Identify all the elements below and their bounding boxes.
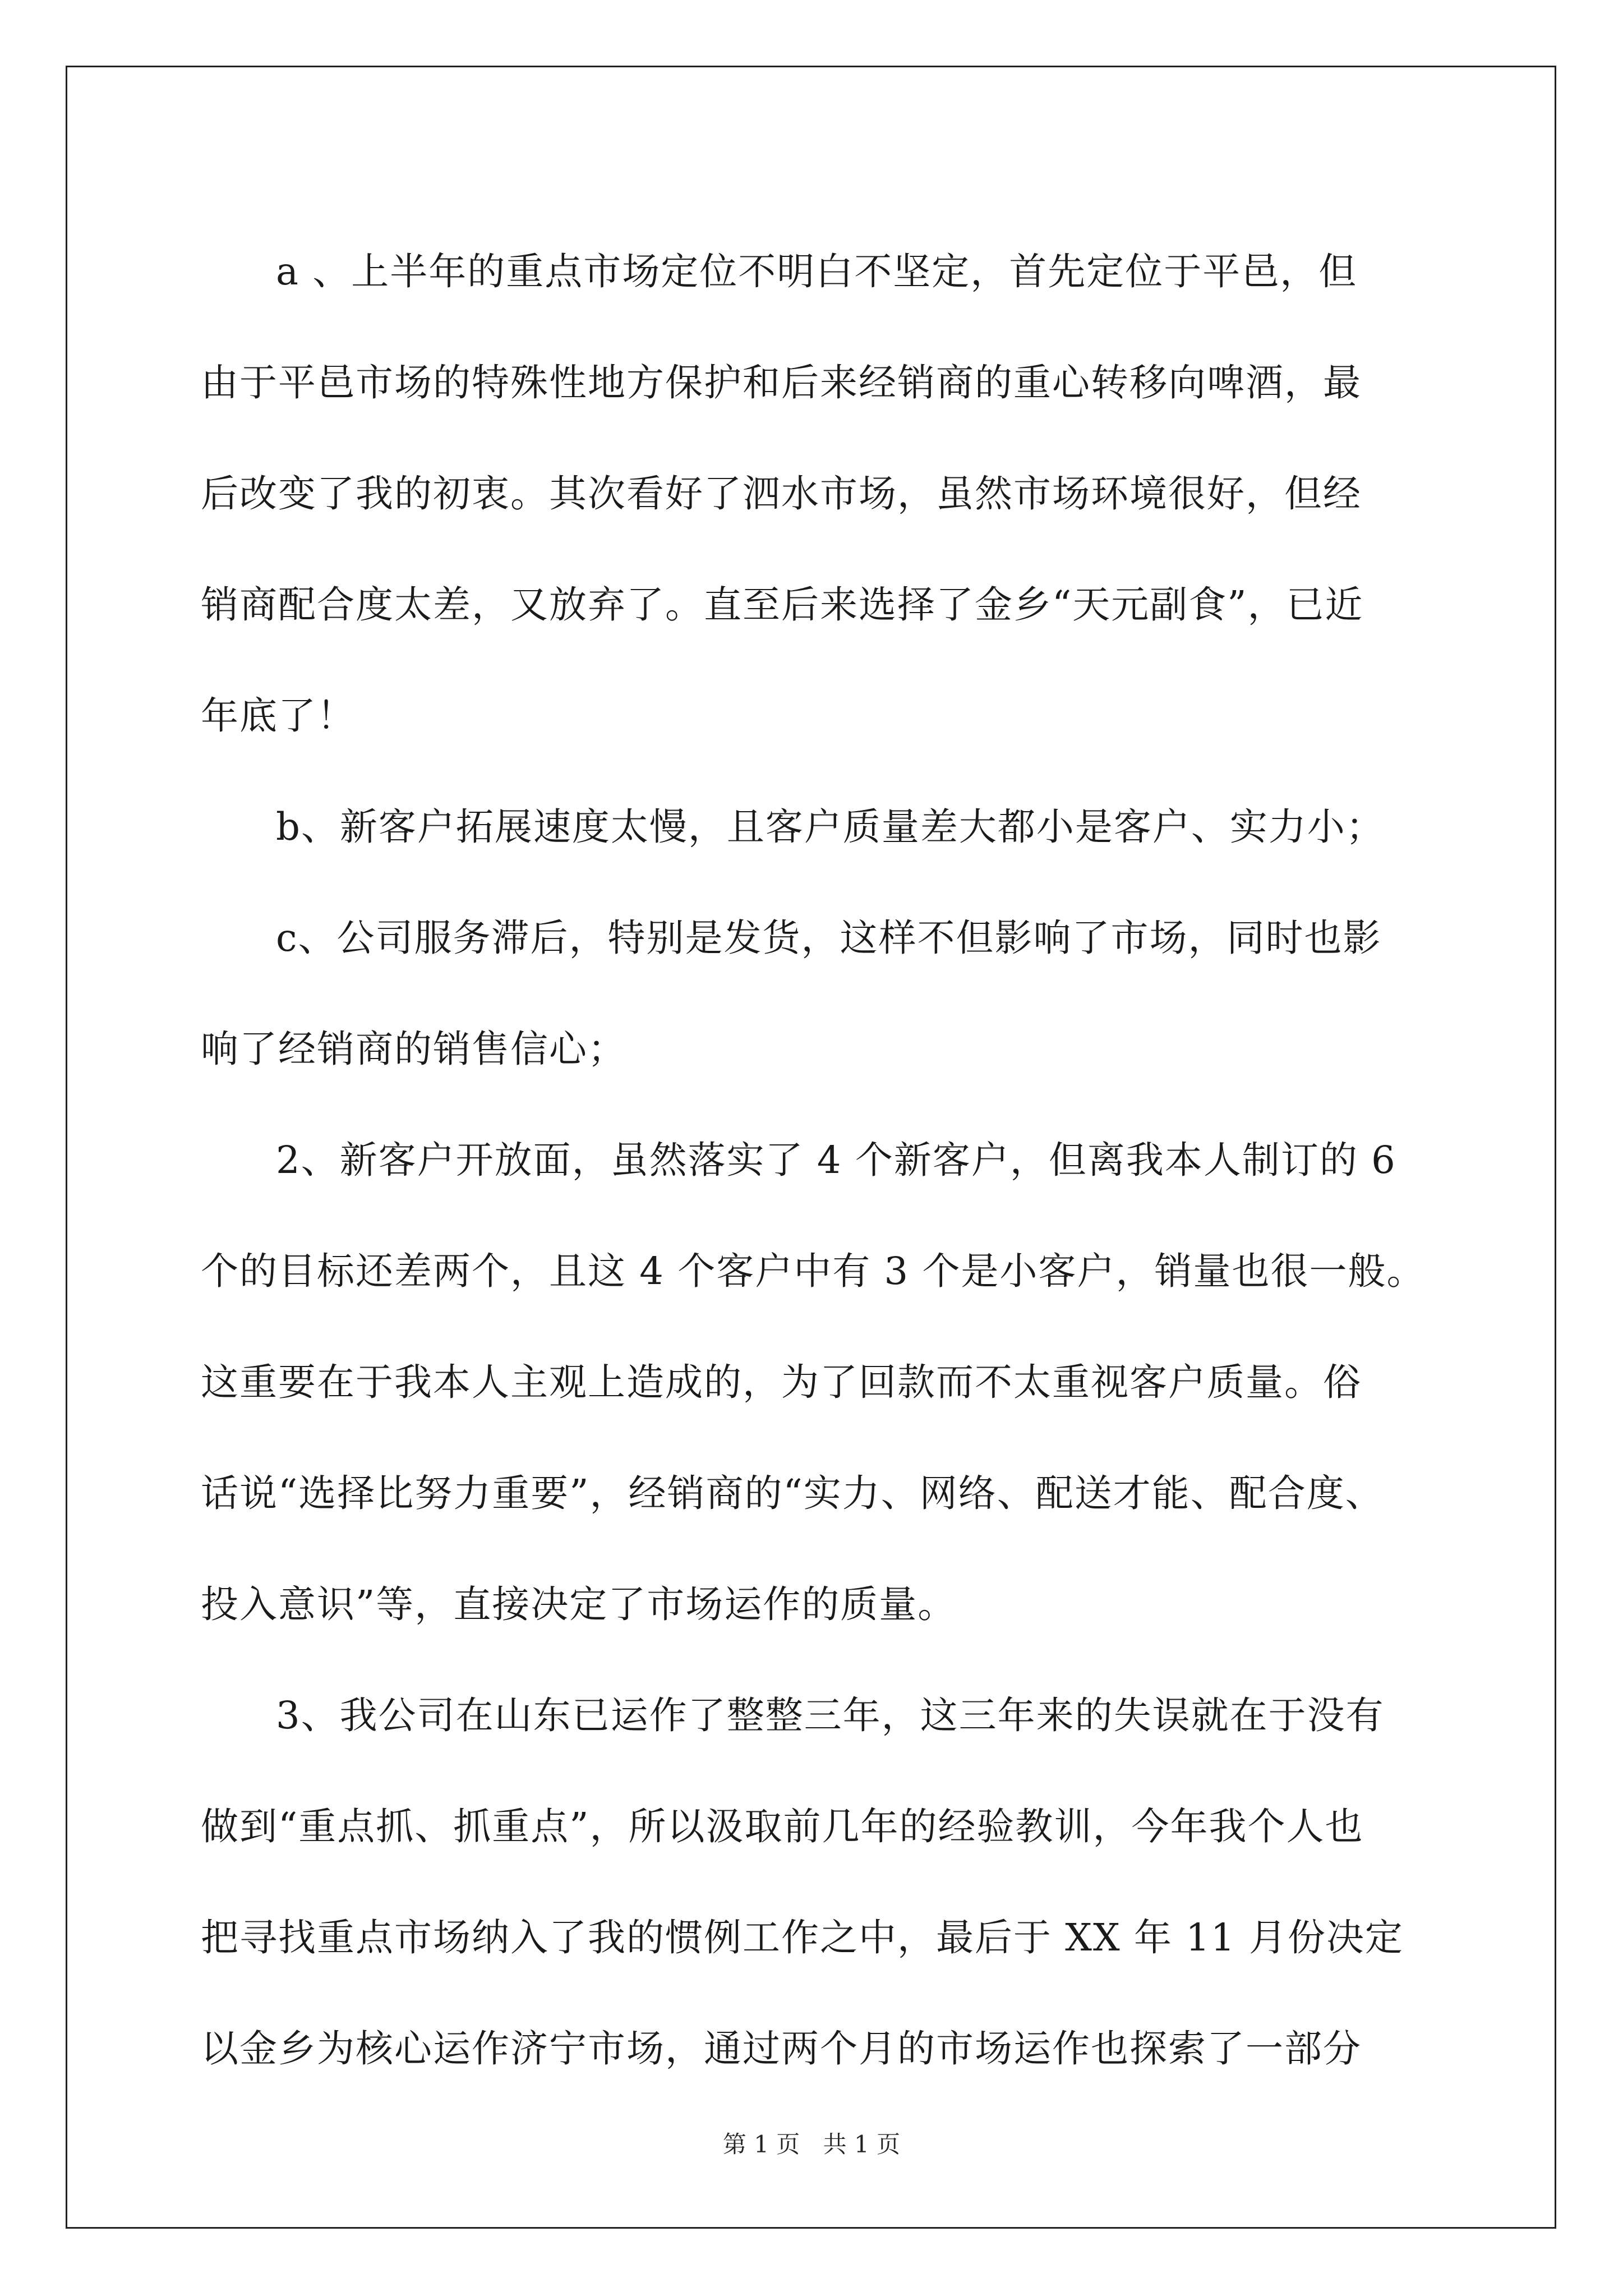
text-line: 做到“重点抓、抓重点”，所以汲取前几年的经验教训，今年我个人也 — [201, 1805, 1364, 1848]
text-line: 投入意识”等，直接决定了市场运作的质量。 — [201, 1582, 957, 1626]
text-line: 3、我公司在山东已运作了整整三年，这三年来的失误就在于没有 — [276, 1694, 1385, 1737]
text-line: 以金乡为核心运作济宁市场，通过两个月的市场运作也探索了一部分 — [201, 2027, 1362, 2070]
text-line: 响了经销商的销售信心； — [201, 1027, 626, 1071]
text-line: c、公司服务滞后，特别是发货，这样不但影响了市场，同时也影 — [276, 916, 1382, 960]
text-line: b、新客户拓展速度太慢，且客户质量差大都小是客户、实力小； — [276, 805, 1385, 849]
text-line: a 、上半年的重点市场定位不明白不坚定，首先定位于平邑，但 — [276, 250, 1358, 293]
text-line: 把寻找重点市场纳入了我的惯例工作之中，最后于 XX 年 11 月份决定 — [201, 1916, 1404, 1959]
text-line: 后改变了我的初衷。其次看好了泗水市场，虽然市场环境很好，但经 — [201, 472, 1362, 516]
text-line: 2、新客户开放面，虽然落实了 4 个新客户，但离我本人制订的 6 — [276, 1138, 1396, 1182]
document-body — [201, 216, 1435, 2104]
page-number-current: 第 1 页 — [722, 2131, 800, 2158]
page-footer — [0, 2126, 1623, 2160]
text-line: 年底了！ — [201, 694, 356, 738]
text-line: 话说“选择比努力重要”，经销商的“实力、网络、配送才能、配合度、 — [201, 1471, 1384, 1515]
text-line: 个的目标还差两个，且这 4 个客户中有 3 个是小客户，销量也很一般。 — [201, 1249, 1426, 1293]
text-line: 这重要在于我本人主观上造成的，为了回款而不太重视客户质量。俗 — [201, 1360, 1362, 1404]
text-line: 销商配合度太差，又放弃了。直至后来选择了金乡“天元副食”，已近 — [201, 583, 1364, 627]
text-line: 由于平邑市场的特殊性地方保护和后来经销商的重心转移向啤酒，最 — [201, 361, 1362, 404]
page-number-total: 共 1 页 — [823, 2131, 901, 2158]
